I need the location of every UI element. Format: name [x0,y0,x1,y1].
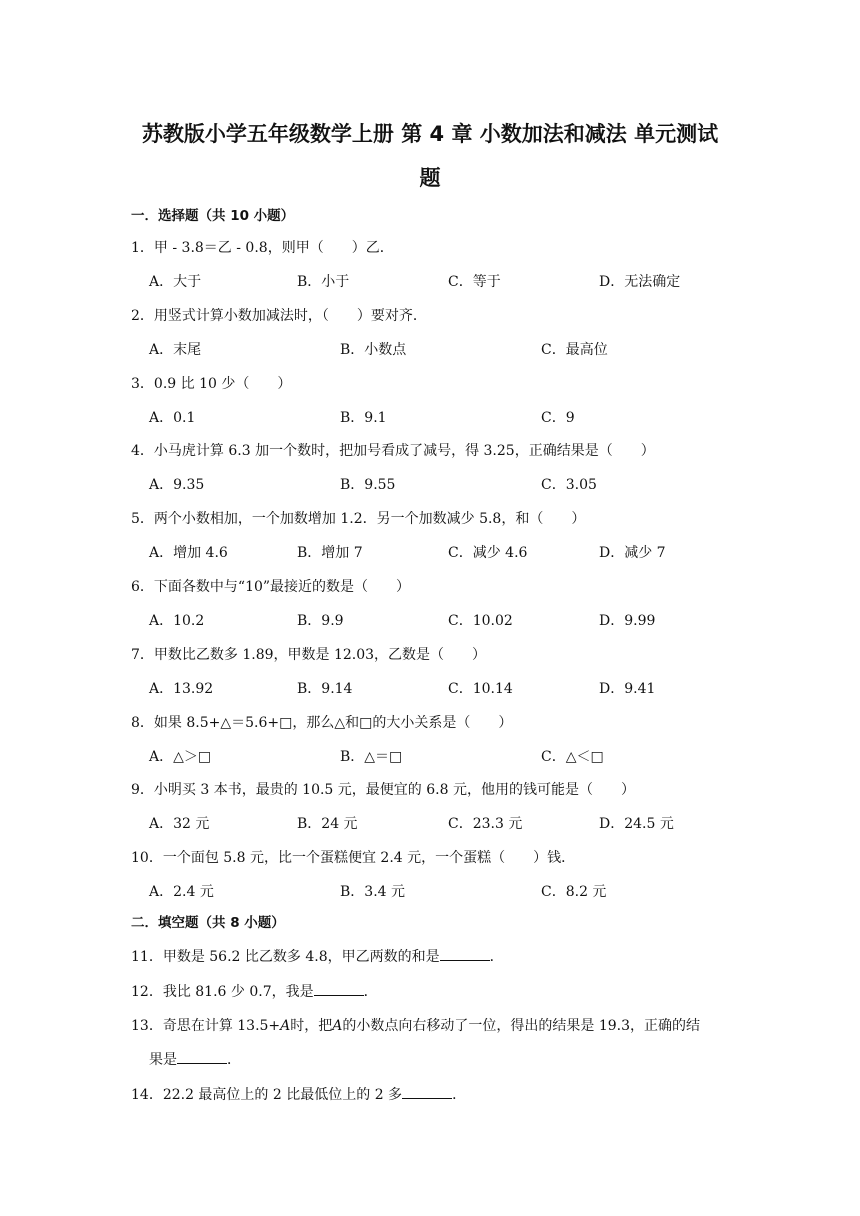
option-c[interactable]: C．23.3 元 [448,816,523,833]
option-b[interactable]: B．小于 [297,274,350,290]
option-c[interactable]: C．3.05 [541,477,597,494]
choice-question-10: 10．一个面包 5.8 元，比一个蛋糕便宜 2.4 元，一个蛋糕（ ）钱． [131,850,576,867]
option-b[interactable]: B．△＝□ [340,748,403,765]
option-a[interactable]: A．9.35 [149,477,205,494]
choice-question-3: 3．0.9 比 10 少（ ） [131,375,292,392]
option-b[interactable]: B．9.55 [340,477,396,494]
option-c[interactable]: C．9 [541,409,575,426]
option-a[interactable]: A．13.92 [149,680,214,697]
question-end: ． [489,949,504,965]
page-title [96,112,764,200]
fill-question-11 [131,946,504,966]
choice-question-6: 6．下面各数中与“10”最接近的数是（ ） [131,579,411,595]
option-c[interactable]: C．减少 4.6 [448,545,528,562]
title-line-2: 题 [419,166,441,190]
answer-blank[interactable] [440,948,490,961]
question-text-3: 的小数点向右移动了一位，得出的结果是 19.3，正确的结 [342,1018,701,1034]
fill-question-13 [131,1015,700,1035]
option-d[interactable]: D．9.99 [599,613,656,629]
question-end: ． [452,1087,467,1103]
option-b[interactable]: B．小数点 [340,341,407,358]
option-c[interactable]: C．△＜□ [541,748,604,765]
fill-question-14 [131,1084,466,1104]
variable-a: A [280,1018,291,1034]
option-d[interactable]: D．9.41 [599,680,656,697]
question-text-4: 果是 [149,1052,177,1068]
answer-blank[interactable] [314,983,364,996]
variable-a: A [332,1018,343,1034]
choice-question-7: 7．甲数比乙数多 1.89，甲数是 12.03，乙数是（ ） [131,646,487,663]
option-c[interactable]: C．等于 [448,274,501,290]
choice-question-2: 2．用竖式计算小数加减法时，（ ）要对齐． [131,307,427,324]
option-a[interactable]: A．0.1 [149,409,196,426]
question-text: 11．甲数是 56.2 比乙数多 4.8，甲乙两数的和是 [131,949,440,965]
choice-question-8: 8．如果 8.5+△＝5.6+□，那么△和□的大小关系是（ ） [131,714,513,731]
option-c[interactable]: C．10.02 [448,613,513,629]
choice-question-5: 5．两个小数相加，一个加数增加 1.2．另一个加数减少 5.8，和（ ） [131,511,586,528]
section-heading-fill: 二．填空题（共 8 小题） [131,915,285,931]
option-d[interactable]: D．无法确定 [599,274,681,290]
option-b[interactable]: B．3.4 元 [340,884,406,901]
option-b[interactable]: B．9.9 [297,613,344,629]
option-b[interactable]: B．24 元 [297,816,358,833]
question-end: ． [363,984,378,1000]
option-b[interactable]: B．增加 7 [297,545,363,562]
option-a[interactable]: A．10.2 [149,613,205,629]
title-line-1: 苏教版小学五年级数学上册 第 4 章 小数加法和减法 单元测试 [141,122,719,146]
option-a[interactable]: A．增加 4.6 [149,545,228,562]
choice-question-9: 9．小明买 3 本书，最贵的 10.5 元，最便宜的 6.8 元，他用的钱可能是（ ） [131,782,635,799]
option-a[interactable]: A．末尾 [149,341,202,358]
option-c[interactable]: C．8.2 元 [541,884,607,901]
option-b[interactable]: B．9.14 [297,680,353,697]
fill-question-12 [131,981,378,1001]
answer-blank[interactable] [177,1051,227,1064]
section-heading-choice: 一．选择题（共 10 小题） [131,208,295,224]
option-c[interactable]: C．10.14 [448,680,513,697]
question-end: ． [227,1052,241,1068]
option-a[interactable]: A．2.4 元 [149,884,214,901]
option-d[interactable]: D．24.5 元 [599,816,674,833]
choice-question-1: 1．甲 - 3.8＝乙 - 0.8，则甲（ ）乙． [131,240,394,256]
option-a[interactable]: A．△＞□ [149,748,212,765]
question-text: 14．22.2 最高位上的 2 比最低位上的 2 多 [131,1087,403,1103]
option-b[interactable]: B．9.1 [340,409,387,426]
choice-question-4: 4．小马虎计算 6.3 加一个数时，把加号看成了减号，得 3.25，正确结果是（ ） [131,443,655,460]
option-c[interactable]: C．最高位 [541,341,608,358]
question-text: 13．奇思在计算 13.5+ [131,1018,281,1034]
question-text: 12．我比 81.6 少 0.7，我是 [131,984,314,1000]
question-text-2: 时，把 [290,1018,333,1034]
option-a[interactable]: A．32 元 [149,816,210,833]
option-d[interactable]: D．减少 7 [599,545,666,562]
answer-blank[interactable] [402,1086,452,1099]
option-a[interactable]: A．大于 [149,274,202,290]
fill-question-13-cont [149,1049,241,1069]
